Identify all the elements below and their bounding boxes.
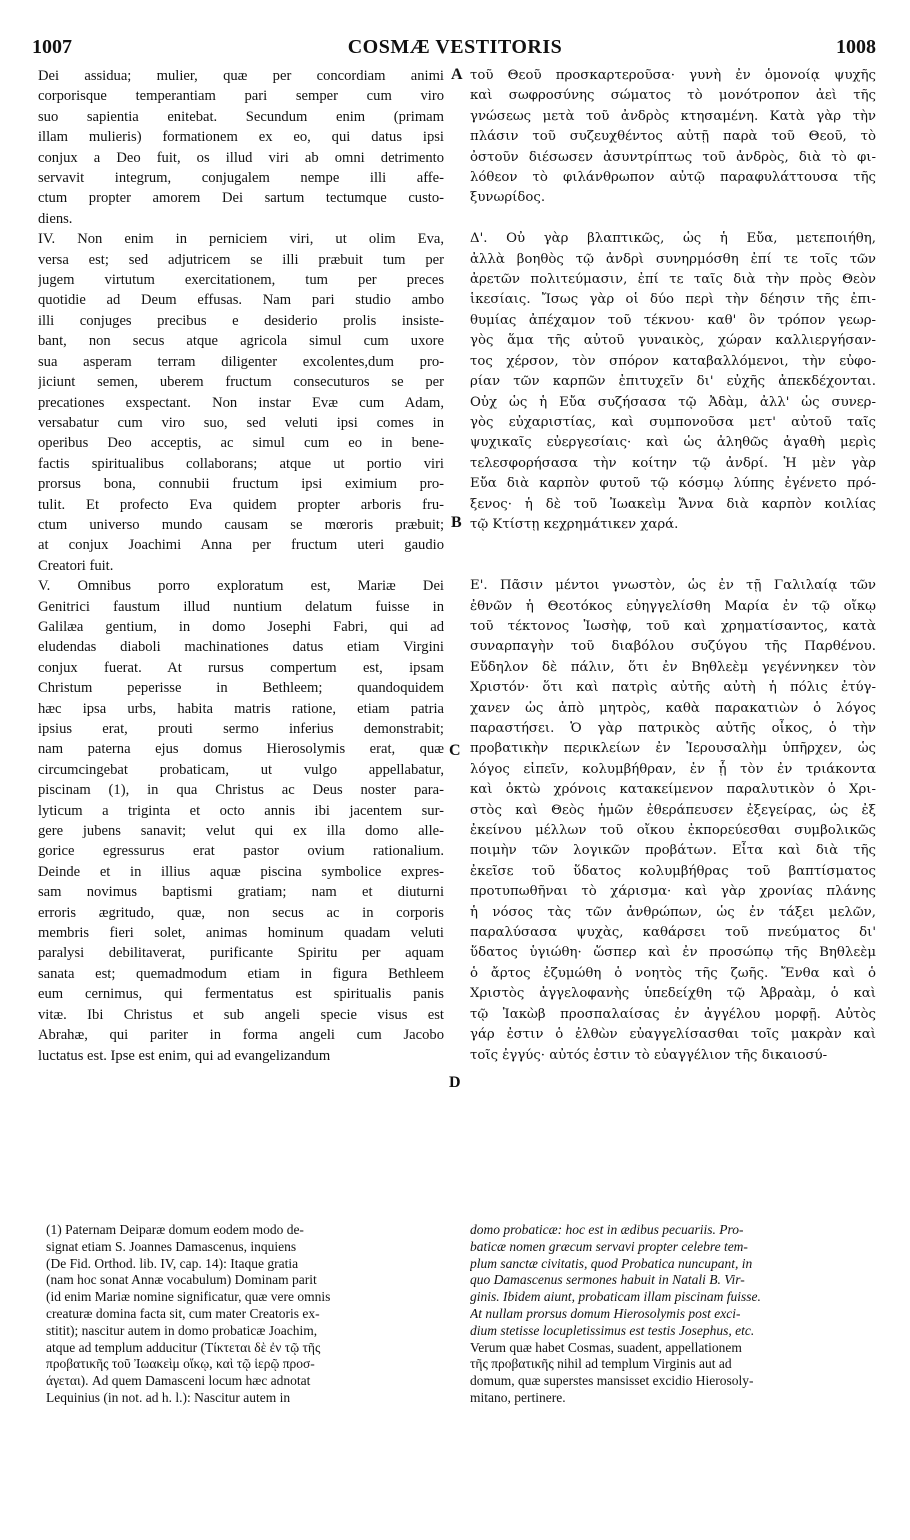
- text-line: sanata est; quemadmodum etiam in figura Bethleem: [38, 965, 444, 982]
- text-line: diens.: [38, 210, 73, 227]
- text-line: luctatus est. Ipse est enim, qui ad evangelizandum: [38, 1047, 331, 1064]
- text-line: domum, quæ superstes mansisset excidio Hierosoly-: [470, 1373, 754, 1389]
- page-number-left: 1007: [32, 36, 72, 58]
- text-line: ctum propter amorem Dei sartum tectumque custo-: [38, 190, 444, 207]
- text-line: jiciunt semen, uberem fructum consecuturos se per: [38, 374, 444, 391]
- text-line: ξενος· ἡ δὲ τοῦ Ἰωακεὶμ Ἄννα διὰ καρπὸν κοιλίας: [470, 496, 876, 512]
- text-line: ctum universo mundo causam se mœroris præbuit;: [38, 516, 444, 533]
- text-line: Dei assidua; mulier, quæ per concordiam animi: [38, 68, 444, 84]
- text-line: tulit. Et profecto Eva quidem propter arboris fru-: [38, 496, 444, 513]
- text-line: Lequinius (in not. ad h. l.): Nascitur autem in: [46, 1389, 291, 1405]
- text-line: lyticum a triginta et octo annis ibi jacentem sur-: [38, 802, 444, 819]
- text-line: ὁ ἄρτος ἐζυμώθη ὁ νοητὸς τῆς ζωῆς. Ἔνθα καὶ ὁ: [470, 965, 876, 981]
- text-line: Deinde et in illius aquæ piscina symbolice expres-: [38, 863, 444, 880]
- text-line: conjux fuerat. At rursus compertum est, ipsam: [38, 659, 444, 676]
- text-line: ἐθνῶν ἡ Θεοτόκος εὐηγγελίσθη Μαρία ἐν τῷ οἴκῳ: [470, 598, 876, 614]
- text-line: προβατικῆς τοῦ Ἰωακεὶμ οἴκῳ, καὶ τῷ ἱερῷ προσ-: [46, 1356, 315, 1372]
- section-marker-b: B: [451, 514, 462, 531]
- text-line: vitæ. Ibi Christus et sub angeli specie visus est: [38, 1006, 444, 1023]
- text-line: sua asperam terram diligenter excolentes,dum pro-: [38, 353, 444, 370]
- greek-column: [470, 66, 876, 1066]
- text-line: hæc ipsa urbs, habita matris ratione, etiam patria: [38, 700, 444, 717]
- text-line: γάρ ἐστιν ὁ ἐλθὼν εὐαγγελίσασθαι τοῖς μακρὰν καὶ: [470, 1027, 876, 1043]
- text-line: servavit integrum, conjugalem nempe illi affe-: [38, 170, 444, 187]
- text-line: τῷ Ἰακὼβ προσπαλαίσας ἐν ἀγγέλου μορφῇ. Αὐτὸς: [470, 1006, 876, 1022]
- text-line: creaturæ domina facta sit, cum mater Creatoris ex-: [46, 1305, 320, 1321]
- text-line: τος χέρσον, τὸν σπόρον καταβαλλόμενοι, τὴν εὐφο-: [470, 353, 876, 369]
- text-line: τοῖς ἐγγύς· αὐτός ἐστιν τὸ εὐαγγέλιον τῆς δικαιοσύ-: [470, 1047, 828, 1063]
- text-line: gere jubens sanavit; velut qui ex illa domo alle-: [38, 823, 444, 840]
- footnote-continuation: [470, 1222, 876, 1407]
- text-line: προβατικὴν περικλείων ἐν Ἱερουσαλὴμ ὑπῆρχεν, ὡς: [470, 741, 876, 757]
- text-line: πλάσιν τοῦ συζευχθέντος αὐτῇ παρὰ τοῦ Θεοῦ, τὸ: [470, 129, 876, 145]
- text-line: mitano, pertinere.: [470, 1389, 566, 1405]
- text-line: stitit); nascitur autem in domo probaticæ Joachim,: [46, 1322, 318, 1338]
- text-line: (nam hoc sonat Annæ vocabulum) Dominam parit: [46, 1272, 317, 1288]
- text-line: Genitrici faustum illud nuntium delatum fuisse in: [38, 598, 444, 615]
- text-line: sam novimus baptismi gratiam; nam et diuturni: [38, 884, 444, 901]
- section-marker-c: C: [449, 742, 461, 759]
- section-marker-d: D: [449, 1074, 461, 1091]
- text-line: ipsius erat, prouti sermo inferius demonstrabit;: [38, 721, 444, 737]
- text-line: conjux a Deo fuit, os illud viri ab omni detrimento: [38, 149, 444, 166]
- text-line: ὕδατος ὑγιώθη· ὥσπερ καὶ ἐν προσώπῳ τῆς Βηθλεὲμ: [470, 945, 876, 961]
- text-line: (De Fid. Orthod. lib. IV, cap. 14): Itaque gratia: [46, 1255, 299, 1271]
- text-line: versa est; sed adjutricem se illi præbuit tum per: [38, 251, 444, 268]
- text-line: gorice egressurus erat pastor ovium rationalium.: [38, 843, 444, 860]
- text-line: [470, 556, 876, 576]
- text-line: atque ad templum adducitur (Τίκτεται δὲ ἐν τῷ τῆς: [46, 1339, 321, 1355]
- footnote-latin: [46, 1222, 444, 1407]
- text-line: τελεσφορήσασα τὴν κοίτην τῷ ἀνδρί. Ἡ μὲν γὰρ: [470, 455, 876, 471]
- text-line: factis spiritualibus collaborans; atque ut portio viri: [38, 455, 444, 472]
- text-line: άγεται). Ad quem Damasceni locum hæc adnotat: [46, 1373, 311, 1389]
- text-line: versabatur cum viro suo, sed veluti ipsi comes in: [38, 414, 444, 431]
- text-line: καὶ σωφροσύνης σώματος τὸ μονότροπον ἀεὶ τῆς: [470, 88, 876, 104]
- text-line: (id enim Mariæ nomine significatur, quæ vere omnis: [46, 1289, 331, 1305]
- text-line: corporisque temperantiam pari semper cum viro: [38, 88, 444, 105]
- text-line: At nullam prorsus domum Hierosolymis post exci-: [470, 1305, 741, 1321]
- text-line: at conjux Joachimi Anna per fructum uteri gaudio: [38, 537, 444, 554]
- text-line: παραλύσασα ψυχὰς, καθάρσει τοῦ πνεύματος δι': [470, 925, 876, 941]
- text-line: [470, 209, 876, 229]
- text-line: Verum quæ habet Cosmas, suadent, appellationem: [470, 1339, 742, 1355]
- text-line: ποιμὴν τῶν λογικῶν προβάτων. Εἶτα καὶ διὰ τῆς: [470, 843, 876, 859]
- text-line: Galilæa gentium, in domo Josephi Fabri, qui ad: [38, 618, 444, 635]
- text-line: ψυχικαῖς εὐεργεσίαις· καὶ ὡς ἀληθῶς ἀγαθὴ μερὶς: [470, 435, 876, 451]
- text-line: συναρπαγὴν τοῦ διαβόλου συζύγου τῆς Παρθένου.: [470, 639, 876, 655]
- text-line: χανεν ὡς ἀπὸ μητρὸς, καθὰ παρακατιὼν ὁ λόγος: [470, 700, 876, 716]
- text-line: prorsus bona, connubii fructum ipsi eximium pro-: [38, 476, 444, 493]
- text-line: eum cernimus, qui fermentatus est spiritualis panis: [38, 986, 444, 1003]
- section-marker-a: A: [451, 66, 463, 83]
- text-line: γνώσεως μετὰ τοῦ ἀνδρὸς κτησαμένη. Κατὰ γὰρ τὴν: [470, 108, 876, 124]
- text-line: (1) Paternam Deiparæ domum eodem modo de-: [46, 1222, 304, 1237]
- text-line: στὸς καὶ Θεὸς ἡμῶν ἐθεράπευσεν ἐξεγείρας, ὡς ἐξ: [470, 802, 876, 818]
- text-line: [470, 535, 876, 555]
- text-line: ρίαν τῶν καρπῶν ἐπιτυχεῖν δι' εὐχῆς ἀπεκδέχονται.: [470, 374, 876, 390]
- text-line: Ε'. Πᾶσιν μέντοι γνωστὸν, ὡς ἐν τῇ Γαλιλαίᾳ τῶν: [470, 578, 876, 594]
- text-line: quo Damascenus sermones habuit in Natali B. Vir-: [470, 1272, 745, 1288]
- text-line: dium stetisse locupletissimus est testis Josephus, etc.: [470, 1322, 755, 1338]
- text-line: Χριστόν· ὅτι καὶ πατρὶς αὐτῆς αὐτὴ ἡ πόλις ἐτύγ-: [470, 680, 876, 696]
- text-line: plum sanctæ civitatis, quod Probatica nuncupant, in: [470, 1255, 753, 1271]
- text-line: paralysi debilitaverat, purificante Spiritu per aquam: [38, 945, 444, 962]
- text-line: baticæ nomen græcum servavi propter celebre tem-: [470, 1238, 748, 1254]
- text-line: precationes exspectant. Non instar Evæ cum Adam,: [38, 394, 444, 411]
- text-line: ἱκεσίαις. Ἴσως γὰρ οἱ δύο περὶ τὴν δέησιν τῆς ἐπι-: [470, 292, 876, 308]
- text-line: γὸς ἅμα τῆς αὐτοῦ γυναικὸς, χώραν καλλιεργήσαν-: [470, 333, 876, 349]
- page-number-right: 1008: [836, 36, 876, 58]
- text-line: ἐκείνου μέλλων τοῦ οἴκου ἐκπορεύεσθαι συμβολικῶς: [470, 823, 876, 839]
- text-line: ἀλλὰ βοηθὸς τῷ ἀνδρὶ συνηρμόσθη ἐπί τε τοῖς τῶν: [470, 251, 876, 267]
- latin-column: [38, 66, 444, 1066]
- text-line: γὸς εὐχαριστίας, καὶ συμπονοῦσα μετ' αὐτοῦ ταῖς: [470, 414, 876, 430]
- text-line: erroris ægritudo, quæ, non secus ac in corporis: [38, 904, 444, 921]
- text-line: τῆς προβατικῆς nihil ad templum Virginis aut ad: [470, 1356, 732, 1372]
- text-line: V. Omnibus porro exploratum est, Mariæ Dei: [38, 578, 444, 595]
- text-line: suo sapientia enitebat. Secundum enim (primam: [38, 108, 444, 125]
- text-line: Creatori fuit.: [38, 557, 114, 574]
- text-line: παραστήσει. Ὁ γὰρ πατρικὸς αὐτῆς οἶκος, ὁ τὴν: [470, 721, 876, 736]
- text-line: Δ'. Οὐ γὰρ βλαπτικῶς, ὡς ἡ Εὔα, μετεποιήθη,: [470, 231, 876, 247]
- text-line: signat etiam S. Joannes Damascenus, inquiens: [46, 1238, 297, 1254]
- text-line: circumcingebat probaticam, ut vulgo appellabatur,: [38, 761, 444, 778]
- text-line: ἐκεῖσε τοῦ ὕδατος κολυμβήθρας τοῦ βαπτίσματος: [470, 863, 876, 879]
- text-line: Χριστὸς ἀγγελοφανὴς ὑπεδείχθη τῷ Ἀβραὰμ, ὁ καὶ: [470, 986, 876, 1002]
- text-line: eludendas diaboli machinationes datus etiam Virgini: [38, 639, 444, 656]
- text-line: προτυπωθῆναι τὸ χάρισμα· καὶ γὰρ χρονίας πλάνης: [470, 884, 876, 900]
- text-line: λόγος εἰπεῖν, κολυμβήθραν, ἐν ᾗ τὸν ἐν τριάκοντα: [470, 761, 876, 777]
- text-line: Abrahæ, qui pariter in forma angeli cum Jacobo: [38, 1027, 444, 1044]
- text-line: θυμίας ἀπέχαμον τοῦ τέκνου· καθ' ὃν τρόπον γεωρ-: [470, 312, 876, 328]
- text-line: quotidie ad Deum effusas. Nam pari studio ambo: [38, 292, 444, 309]
- text-line: τῷ Κτίστῃ κεχρημάτικεν χαρά.: [470, 516, 679, 532]
- text-line: domo probaticæ: hoc est in ædibus pecuariis. Pro-: [470, 1222, 744, 1237]
- text-line: operibus Deo acceptis, ac simul cum eo in bene-: [38, 435, 444, 452]
- text-line: καὶ ὀκτὼ χρόνοις κατακείμενον παραλυτικὸν ὁ Χρι-: [470, 782, 876, 798]
- text-line: jugem virtutum exercitationem, tum per preces: [38, 272, 444, 289]
- text-line: Οὐχ ὡς ἡ Εὔα συζήσασα τῷ Ἀδὰμ, ἀλλ' ὡς συνερ-: [470, 394, 876, 410]
- running-title: COSMÆ VESTITORIS: [347, 36, 563, 58]
- text-line: Εὔα διὰ καρπὸν φυτοῦ τῷ κόσμῳ λύπης ἐγένετο πρό-: [470, 476, 876, 492]
- text-line: Christum peperisse in Bethleem; quandoquidem: [38, 680, 444, 697]
- text-line: τοῦ Θεοῦ προσκαρτεροῦσα· γυνὴ ἐν ὁμονοίᾳ ψυχῆς: [470, 68, 876, 83]
- text-line: illam mulieris) formationem ex eo, qui datus ipsi: [38, 129, 444, 146]
- text-line: illi conjuges precibus e desiderio prolis insiste-: [38, 312, 444, 329]
- text-line: ἡ νόσος τὰς τῶν ἀνθρώπων, ὡς ἐν τάξει μελῶν,: [470, 904, 876, 920]
- text-line: membris fieri solet, animas hominum quadam veluti: [38, 925, 444, 942]
- text-line: piscinam (1), in qua Christus ac Deus noster para-: [38, 782, 444, 799]
- text-line: Εὔδηλον δὲ πάλιν, ὅτι ἐν Βηθλεὲμ γεγέννηκεν τὸν: [470, 659, 876, 675]
- text-line: bant, non secus atque agricola simul cum uxore: [38, 333, 444, 350]
- text-line: ὀστοῦν διέσωσεν ἀσυντρίπτως τοῦ ἀνδρὸς, διὰ τὸ φι-: [470, 149, 876, 165]
- text-line: IV. Non enim in perniciem viri, ut olim Eva,: [38, 231, 444, 248]
- text-line: nam paterna ejus domus Hierosolymis erat, quæ: [38, 741, 444, 758]
- text-line: λόθεον τὸ φιλάνθρωπον αὐτῷ παραφυλάττουσα τῆς: [470, 170, 876, 186]
- text-line: τοῦ τέκτονος Ἰωσὴφ, τοῦ καὶ χρηματίσαντος, κατὰ: [470, 618, 876, 634]
- text-line: ξυνωρίδος.: [470, 190, 546, 206]
- text-line: ginis. Ibidem aiunt, probaticam illam piscinam fuisse.: [470, 1289, 761, 1305]
- text-line: ἀρετῶν πολιτεύμασιν, ἐπί τε ταῖς διὰ τὴν πρὸς Θεὸν: [470, 272, 876, 288]
